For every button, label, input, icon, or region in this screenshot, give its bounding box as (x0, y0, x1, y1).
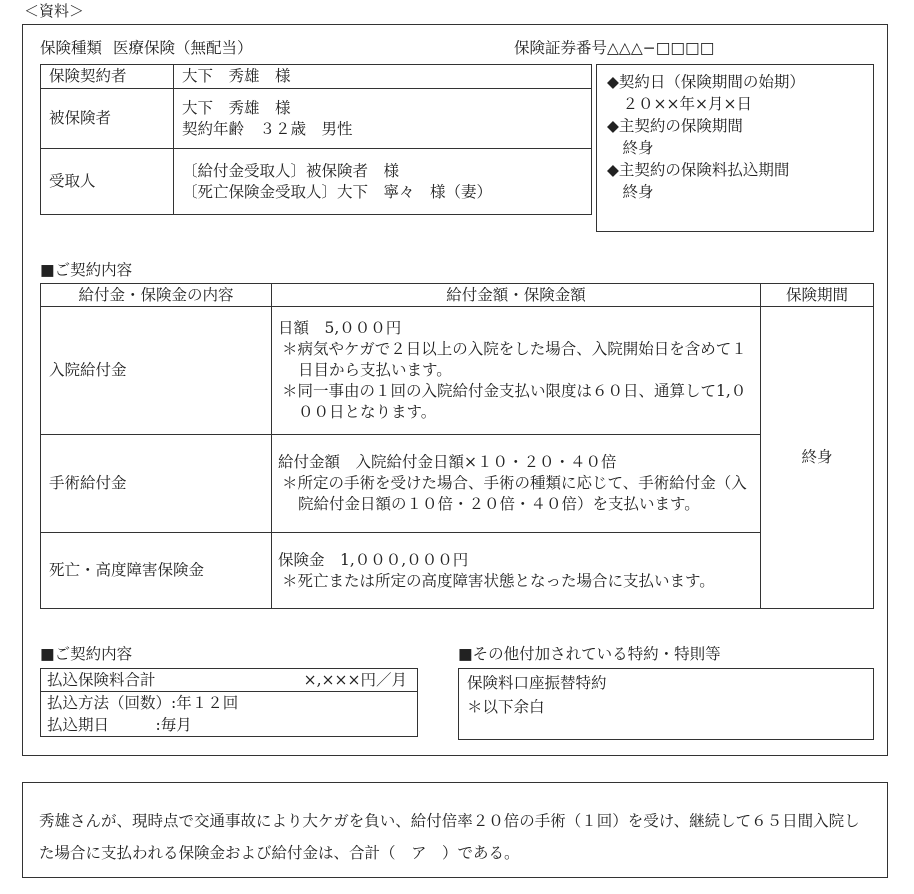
death-benefit-recipient: 〔死亡保険金受取人〕大下 寧々 様（妻） (182, 182, 493, 201)
rider-account-transfer: 保険料口座振替特約 (467, 674, 607, 692)
contract-date-value: ２０××年×月×日 (607, 95, 752, 113)
benefits-table (40, 283, 874, 609)
premium-total-label: 払込保険料合計 (47, 670, 156, 689)
payment-method-label: 払込方法（回数）: (47, 693, 177, 712)
surgery-benefit-amount (272, 435, 761, 533)
hospital-benefit-amount (272, 307, 761, 435)
death-benefit-amount (272, 533, 761, 609)
rider-blank-note: ＊以下余白 (467, 698, 545, 716)
document-caption: ＜資料＞ (24, 2, 85, 20)
beneficiary-value (174, 149, 592, 215)
payment-table (40, 668, 418, 737)
hospital-daily-amount: 日額 5,０００円 (278, 319, 402, 337)
table-row (41, 307, 874, 435)
header-benefit-content: 給付金・保険金の内容 (41, 284, 272, 307)
table-row (41, 89, 592, 149)
insured-value (174, 89, 592, 149)
death-benefit-sum: 保険金 1,０００,０００円 (278, 550, 469, 569)
table-row (41, 692, 418, 715)
coverage-period-label: ◆主契約の保険期間 (607, 117, 743, 135)
policy-number-value: △△△−□□□□ (607, 39, 715, 57)
insured-label: 被保険者 (41, 89, 174, 149)
other-riders-section-title: ■その他付加されている特約・特則等 (458, 645, 721, 663)
question-box (22, 782, 888, 878)
benefits-section-title: ■ご契約内容 (40, 261, 133, 279)
contract-info-box (596, 64, 874, 232)
premium-total-cell (41, 669, 418, 692)
policy-number-label: 保険証券番号 (514, 39, 608, 57)
death-benefit-note: ＊死亡または所定の高度障害状態となった場合に支払います。 (282, 571, 715, 590)
policyholder-name: 大下 秀雄 様 (182, 67, 291, 85)
payment-due-label: 払込期日 : (47, 715, 161, 734)
table-header-row (41, 284, 874, 307)
payment-method-cell (41, 692, 418, 715)
hospital-note-2: ＊同一事由の１回の入院給付金支払い限度は６０日、通算して1,０００日となります。 (282, 382, 747, 421)
payment-method-value: 年１２回 (176, 693, 239, 712)
table-row (41, 149, 592, 215)
contract-date-label: ◆契約日（保険期間の始期） (607, 73, 805, 91)
parties-table (40, 64, 592, 215)
surgery-note: ＊所定の手術を受けた場合、手術の種類に応じて、手術給付金（入院給付金日額の１０倍・２０倍・４０倍）を支払います。 (282, 474, 747, 513)
insurance-type-value: 医療保険（無配当） (112, 39, 253, 57)
premium-period-label: ◆主契約の保険料払込期間 (607, 161, 790, 179)
premium-total-value: ×,×××円／月 (303, 670, 407, 689)
beneficiary-label: 受取人 (41, 149, 174, 215)
hospital-benefit-name: 入院給付金 (41, 307, 272, 435)
surgery-amount: 給付金額 入院給付金日額×１０・２０・４０倍 (278, 453, 617, 471)
coverage-period-value: 終身 (607, 139, 654, 157)
coverage-period-cell: 終身 (761, 307, 874, 609)
payment-section-title: ■ご契約内容 (40, 645, 133, 663)
policyholder-value (174, 65, 592, 89)
insurance-type-label: 保険種類 (40, 39, 103, 57)
header-coverage-period: 保険期間 (761, 284, 874, 307)
policy-number (514, 36, 714, 58)
table-row (41, 533, 874, 609)
other-riders-box (458, 668, 874, 740)
payment-due-value: 毎月 (160, 715, 192, 734)
insured-name: 大下 秀雄 様 (182, 98, 291, 117)
hospital-note-1: ＊病気やケガで２日以上の入院をした場合、入院開始日を含めて１日目から支払います。 (282, 340, 747, 379)
surgery-benefit-name: 手術給付金 (41, 435, 272, 533)
question-text: 秀雄さんが、現時点で交通事故により大ケガを負い、給付倍率２０倍の手術（１回）を受け、継続して６５日間入院した場合に支払われる保険金および給付金は、合計（ ア ）である。 (39, 812, 860, 862)
insurance-type (40, 36, 252, 58)
header-benefit-amount: 給付金額・保険金額 (272, 284, 761, 307)
table-row (41, 65, 592, 89)
table-row (41, 669, 418, 692)
premium-period-value: 終身 (607, 183, 654, 201)
policyholder-label: 保険契約者 (41, 65, 174, 89)
benefit-recipient: 〔給付金受取人〕被保険者 様 (182, 161, 400, 180)
death-benefit-name: 死亡・高度障害保険金 (41, 533, 272, 609)
insured-age: 契約年齢 ３２歳 男性 (182, 119, 353, 138)
payment-due-cell (41, 714, 418, 737)
table-row (41, 714, 418, 737)
table-row (41, 435, 874, 533)
